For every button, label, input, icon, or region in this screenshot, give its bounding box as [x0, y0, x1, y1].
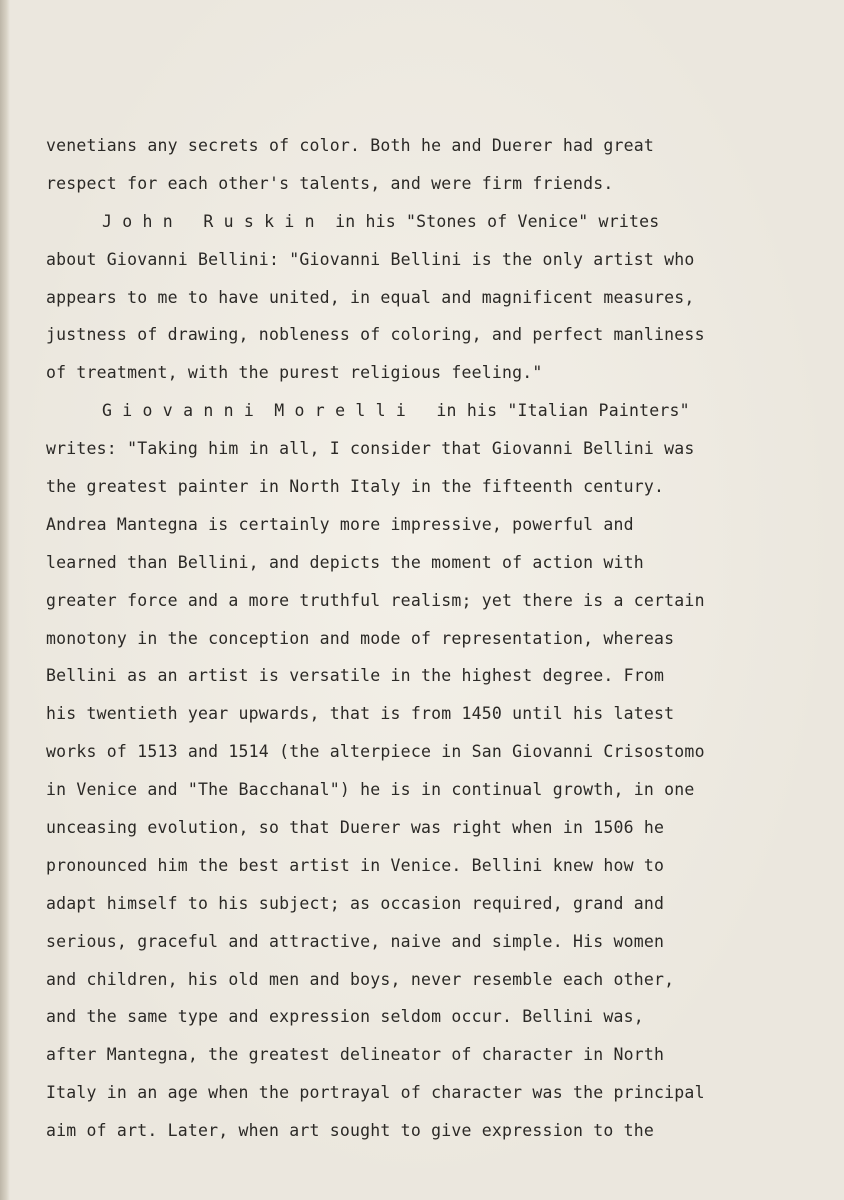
text-line: learned than Bellini, and depicts the moment of action with: [46, 552, 644, 572]
text-line: pronounced him the best artist in Venice. Bellini knew how to: [46, 855, 665, 875]
text-line: aim of art. Later, when art sought to give expression to the: [46, 1121, 655, 1141]
text-line: Bellini as an artist is versatile in the highest degree. From: [46, 666, 665, 686]
text-line: in Venice and "The Bacchanal") he is in continual growth, in one: [46, 780, 695, 800]
typewritten-body: [46, 127, 806, 1150]
text-line: justness of drawing, nobleness of coloring, and perfect manliness: [46, 325, 705, 345]
text-line: appears to me to have united, in equal and magnificent measures,: [46, 287, 695, 307]
text-line: and the same type and expression seldom occur. Bellini was,: [46, 1007, 644, 1027]
text-line: J o h n R u s k i n in his "Stones of Venice" writes: [102, 211, 660, 231]
text-line: monotony in the conception and mode of representation, whereas: [46, 628, 675, 648]
text-line: respect for each other's talents, and were firm friends.: [46, 173, 614, 193]
text-line: serious, graceful and attractive, naive and simple. His women: [46, 931, 665, 951]
text-line: unceasing evolution, so that Duerer was right when in 1506 he: [46, 818, 665, 838]
text-line: of treatment, with the purest religious feeling.": [46, 363, 543, 383]
text-line: his twentieth year upwards, that is from 1450 until his latest: [46, 704, 675, 724]
text-line: works of 1513 and 1514 (the alterpiece in San Giovanni Crisostomo: [46, 742, 705, 762]
text-line: and children, his old men and boys, never resemble each other,: [46, 969, 675, 989]
text-line: after Mantegna, the greatest delineator of character in North: [46, 1045, 665, 1065]
text-line: Italy in an age when the portrayal of character was the principal: [46, 1083, 705, 1103]
text-line: adapt himself to his subject; as occasion required, grand and: [46, 893, 665, 913]
text-line: about Giovanni Bellini: "Giovanni Bellini is the only artist who: [46, 249, 695, 269]
text-line: G i o v a n n i M o r e l l i in his "Italian Painters": [102, 401, 690, 421]
text-line: the greatest painter in North Italy in the fifteenth century.: [46, 477, 665, 497]
text-line: greater force and a more truthful realism; yet there is a certain: [46, 590, 705, 610]
text-line: Andrea Mantegna is certainly more impressive, powerful and: [46, 514, 634, 534]
text-line: writes: "Taking him in all, I consider that Giovanni Bellini was: [46, 439, 695, 459]
text-line: venetians any secrets of color. Both he and Duerer had great: [46, 136, 655, 155]
page-left-edge-shadow: [0, 0, 10, 1200]
